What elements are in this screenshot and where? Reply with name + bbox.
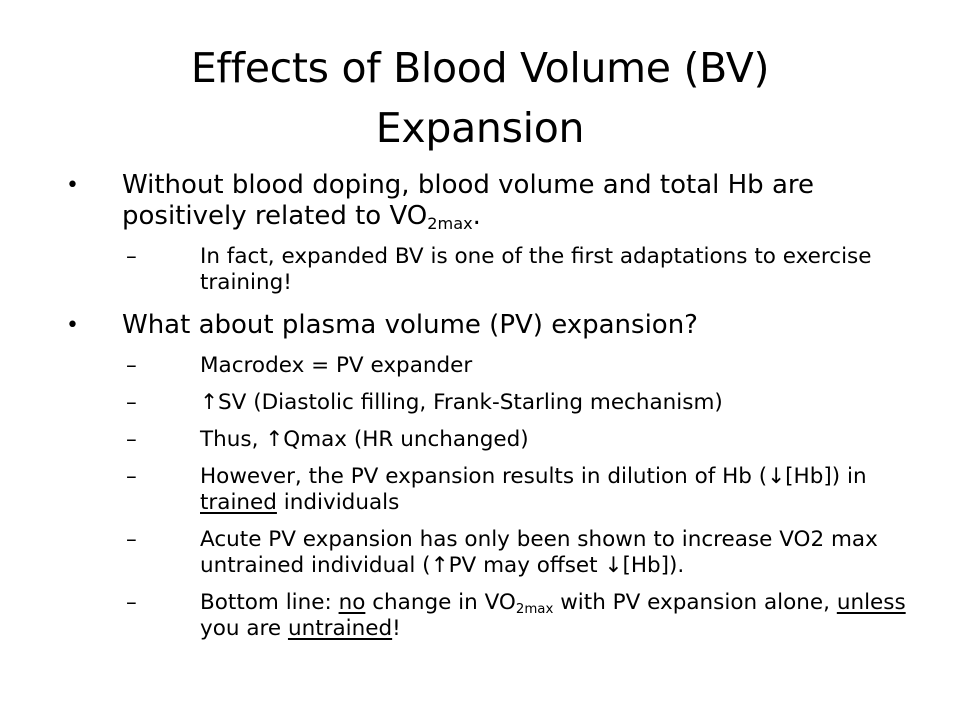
subscript-2max: 2max [515, 601, 554, 617]
sub-bullet-qmax [126, 427, 936, 453]
underlined-trained: trained [200, 490, 277, 515]
sub-bullet-acute-pv [126, 527, 936, 579]
sub-bullet-bottom-line [126, 590, 936, 642]
sub-bullet-macrodex [126, 353, 936, 379]
dash-marker: – [126, 527, 137, 552]
dash-marker: – [126, 244, 137, 269]
sub-bullet-text-part: with PV expansion alone, [553, 590, 837, 615]
dash-marker: – [126, 590, 137, 615]
slide-body [66, 170, 936, 653]
underlined-no: no [338, 590, 366, 615]
bullet-marker: • [66, 313, 79, 338]
subscript-2max: 2max [427, 213, 473, 233]
sub-bullet-stroke-volume [126, 390, 936, 416]
slide-title [60, 38, 900, 158]
slide-title-line-2: Expansion [375, 104, 585, 152]
sub-bullet-text-part: However, the PV expansion results in dilution of Hb (↓[Hb]) in [200, 464, 867, 489]
sub-bullet-text-part: you are [200, 616, 288, 641]
bullet-text: What about plasma volume (PV) expansion? [122, 310, 698, 340]
dash-marker: – [126, 464, 137, 489]
bullet-plasma-volume [66, 310, 936, 341]
dash-marker: – [126, 353, 137, 378]
sub-bullet-text-part: Bottom line: [200, 590, 339, 615]
dash-marker: – [126, 390, 137, 415]
sub-bullet-text-part: change in VO [365, 590, 516, 615]
sub-bullet-text: In fact, expanded BV is one of the first adaptations to exercise training! [200, 244, 872, 295]
sub-bullet-expanded-bv [126, 244, 936, 296]
sub-bullet-text: Thus, ↑Qmax (HR unchanged) [200, 427, 529, 452]
sub-bullet-text: Macrodex = PV expander [200, 353, 473, 378]
bullet-marker: • [66, 173, 79, 198]
sub-bullet-text: ↑SV (Diastolic filling, Frank-Starling mechanism) [200, 390, 723, 415]
sub-bullet-dilution [126, 464, 936, 516]
underlined-unless: unless [836, 590, 906, 615]
sub-bullet-text: Acute PV expansion has only been shown to increase VO2 max untrained individual (↑PV may offset ↓[Hb]). [200, 527, 878, 578]
bullet-text-part: Without blood doping, blood volume and total Hb are positively related to VO [122, 170, 814, 231]
sub-bullet-text-part: ! [392, 616, 401, 641]
bullet-blood-volume [66, 170, 936, 232]
dash-marker: – [126, 427, 137, 452]
slide-title-line-1: Effects of Blood Volume (BV) [190, 44, 770, 92]
underlined-untrained: untrained [287, 616, 393, 641]
sub-bullet-text-part: individuals [276, 490, 400, 515]
bullet-text-part: . [472, 201, 481, 231]
